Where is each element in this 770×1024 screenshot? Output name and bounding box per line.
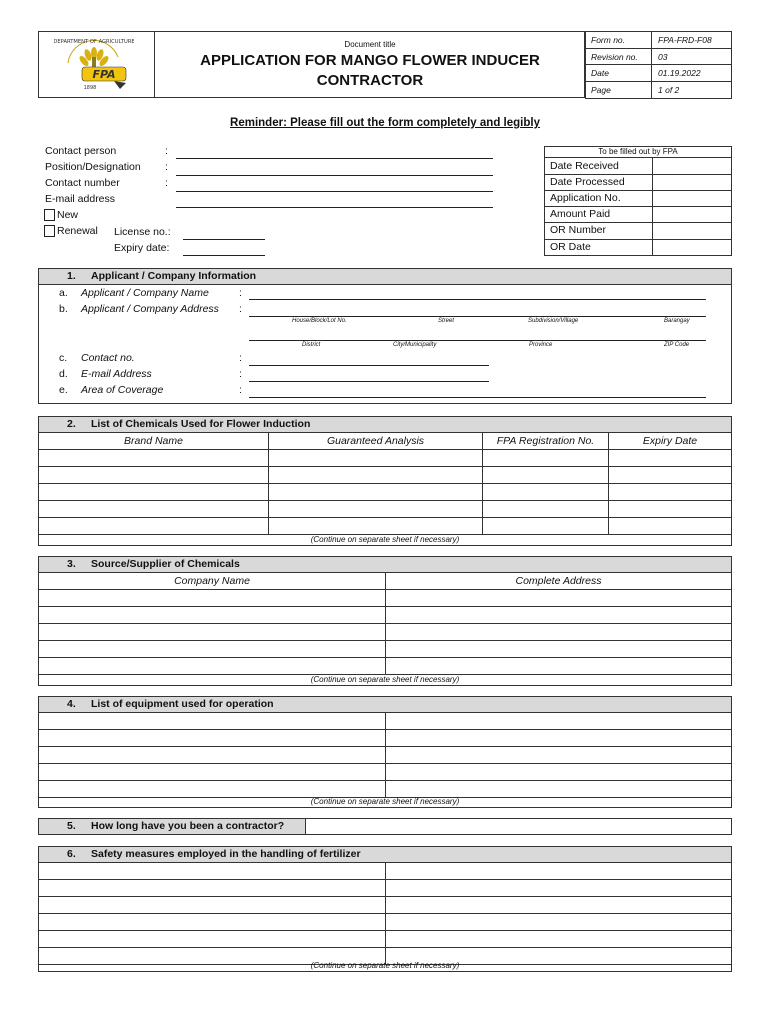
- email-field[interactable]: [176, 207, 493, 208]
- renewal-checkbox[interactable]: [44, 225, 55, 237]
- expiry-field[interactable]: [183, 255, 265, 256]
- chemicals-table: [38, 432, 732, 535]
- section1-header: [38, 268, 732, 285]
- fpa-row-label: Date Received: [550, 160, 619, 172]
- table-row[interactable]: [39, 897, 732, 914]
- contact-no-label: Contact no.: [81, 352, 135, 364]
- table-row[interactable]: [39, 518, 732, 535]
- form-meta-table: [585, 31, 732, 99]
- table-row[interactable]: [39, 781, 732, 798]
- table-row[interactable]: [39, 880, 732, 897]
- item-letter: c.: [59, 352, 68, 364]
- section4-title: List of equipment used for operation: [91, 698, 274, 710]
- colon: :: [239, 368, 242, 380]
- fpa-row-label: Application No.: [550, 192, 621, 204]
- new-checkbox[interactable]: [44, 209, 55, 221]
- position-label: Position/Designation: [45, 161, 141, 173]
- table-row[interactable]: [39, 607, 732, 624]
- colon: :: [165, 177, 168, 189]
- meta-value: FPA-FRD-F08: [652, 32, 732, 49]
- meta-label: Date: [586, 65, 652, 82]
- section2-title: List of Chemicals Used for Flower Induction: [91, 418, 311, 430]
- table-row[interactable]: [39, 590, 732, 607]
- contact-no-field[interactable]: [249, 365, 489, 366]
- meta-label: Revision no.: [586, 49, 652, 65]
- fpa-row-line: [544, 222, 732, 223]
- table-row[interactable]: [39, 931, 732, 948]
- logo-ring-text: DEPARTMENT OF AGRICULTURE: [54, 39, 134, 45]
- address-sublabel: Barangay: [664, 318, 690, 324]
- fpa-row-label: OR Date: [550, 241, 591, 253]
- form-title-line1: APPLICATION FOR MANGO FLOWER INDUCER: [200, 52, 540, 69]
- table-row[interactable]: [39, 863, 732, 880]
- table-row[interactable]: [39, 467, 732, 484]
- fpa-box-title: To be filled out by FPA: [544, 147, 732, 158]
- license-field[interactable]: [183, 239, 265, 240]
- contractor-duration-field[interactable]: [305, 818, 732, 835]
- address-line1-field[interactable]: [249, 316, 706, 317]
- table-row[interactable]: [39, 450, 732, 467]
- table-row[interactable]: [39, 484, 732, 501]
- col-header: FPA Registration No.: [483, 433, 609, 450]
- logo-year: 1898: [83, 85, 97, 91]
- section4-number: 4.: [67, 698, 76, 710]
- form-title-line2: CONTRACTOR: [316, 72, 424, 89]
- license-label: License no.:: [114, 226, 171, 238]
- section5-header: [38, 818, 306, 835]
- area-coverage-label: Area of Coverage: [81, 384, 164, 396]
- item-letter: d.: [59, 368, 68, 380]
- section3-header: [38, 556, 732, 573]
- colon: :: [239, 287, 242, 299]
- email-address-label: E-mail Address: [81, 368, 152, 380]
- section6-number: 6.: [67, 848, 76, 860]
- address-sublabel: City/Municipality: [393, 342, 437, 348]
- address-line2-field[interactable]: [249, 340, 706, 341]
- meta-label: Page: [586, 82, 652, 99]
- section5-number: 5.: [67, 820, 76, 832]
- colon: :: [165, 161, 168, 173]
- supplier-table: [38, 572, 732, 675]
- fpa-row-line: [544, 206, 732, 207]
- col-header: Brand Name: [39, 433, 269, 450]
- position-field[interactable]: [176, 175, 493, 176]
- contact-number-label: Contact number: [45, 177, 120, 189]
- contact-number-field[interactable]: [176, 191, 493, 192]
- section4-header: [38, 696, 732, 713]
- item-letter: e.: [59, 384, 68, 396]
- section6-header: [38, 846, 732, 863]
- col-header: Company Name: [39, 573, 386, 590]
- colon: :: [239, 384, 242, 396]
- table-row[interactable]: [39, 713, 732, 730]
- table-row[interactable]: [39, 730, 732, 747]
- continue-note: (Continue on separate sheet if necessary): [38, 796, 732, 808]
- section3-number: 3.: [67, 558, 76, 570]
- col-header: Expiry Date: [609, 433, 732, 450]
- safety-table: [38, 862, 732, 965]
- table-row[interactable]: [39, 624, 732, 641]
- fpa-row-label: OR Number: [550, 224, 607, 236]
- table-row[interactable]: [39, 764, 732, 781]
- meta-value: 01.19.2022: [652, 65, 732, 82]
- address-sublabel: Subdivision/Village: [528, 318, 579, 324]
- address-sublabel: Province: [529, 342, 553, 348]
- table-row[interactable]: [39, 747, 732, 764]
- fpa-row-label: Amount Paid: [550, 208, 611, 220]
- colon: :: [239, 303, 242, 315]
- fpa-row-line: [544, 190, 732, 191]
- colon: :: [165, 145, 168, 157]
- section3-title: Source/Supplier of Chemicals: [91, 558, 240, 570]
- equipment-table: [38, 712, 732, 798]
- table-row[interactable]: [39, 641, 732, 658]
- continue-note: (Continue on separate sheet if necessary): [38, 674, 732, 686]
- fpa-row-label: Date Processed: [550, 176, 625, 188]
- email-label: E-mail address: [45, 193, 116, 205]
- contact-person-field[interactable]: [176, 158, 493, 159]
- section1-title: Applicant / Company Information: [91, 270, 257, 282]
- table-row[interactable]: [39, 914, 732, 931]
- section5-title: How long have you been a contractor?: [91, 820, 285, 832]
- col-header: Complete Address: [386, 573, 732, 590]
- company-address-label: Applicant / Company Address: [81, 303, 219, 315]
- reminder-text: Reminder: Please fill out the form completely and legibly: [230, 117, 540, 129]
- renewal-label: Renewal: [57, 225, 98, 237]
- logo-text: FPA: [92, 68, 116, 81]
- item-letter: b.: [59, 303, 68, 315]
- address-sublabel: House/Block/Lot No.: [292, 318, 347, 324]
- table-row[interactable]: [39, 501, 732, 518]
- fpa-row-line: [544, 239, 732, 240]
- expiry-label: Expiry date:: [114, 242, 170, 254]
- section1-number: 1.: [67, 270, 76, 282]
- section2-number: 2.: [67, 418, 76, 430]
- section2-header: [38, 416, 732, 433]
- continue-note: (Continue on separate sheet if necessary): [38, 534, 732, 546]
- company-name-label: Applicant / Company Name: [81, 287, 209, 299]
- address-sublabel: Street: [438, 318, 455, 324]
- col-header: Guaranteed Analysis: [269, 433, 483, 450]
- contact-person-label: Contact person: [45, 145, 117, 157]
- colon: :: [239, 352, 242, 364]
- fpa-row-line: [544, 174, 732, 175]
- new-label: New: [57, 209, 79, 221]
- address-sublabel: District: [302, 342, 321, 348]
- company-name-field[interactable]: [249, 299, 706, 300]
- fpa-box-divider: [652, 158, 653, 256]
- area-coverage-field[interactable]: [249, 397, 706, 398]
- meta-value: 03: [652, 49, 732, 65]
- email-address-field[interactable]: [249, 381, 489, 382]
- item-letter: a.: [59, 287, 68, 299]
- fpa-logo: [54, 33, 134, 95]
- meta-value: 1 of 2: [652, 82, 732, 99]
- table-row[interactable]: [39, 658, 732, 675]
- meta-label: Form no.: [586, 32, 652, 49]
- address-sublabel: ZIP Code: [664, 342, 690, 348]
- doc-title-label: Document title: [344, 40, 396, 49]
- continue-note: (Continue on separate sheet if necessary): [38, 960, 732, 972]
- section6-title: Safety measures employed in the handling of fertilizer: [91, 848, 361, 860]
